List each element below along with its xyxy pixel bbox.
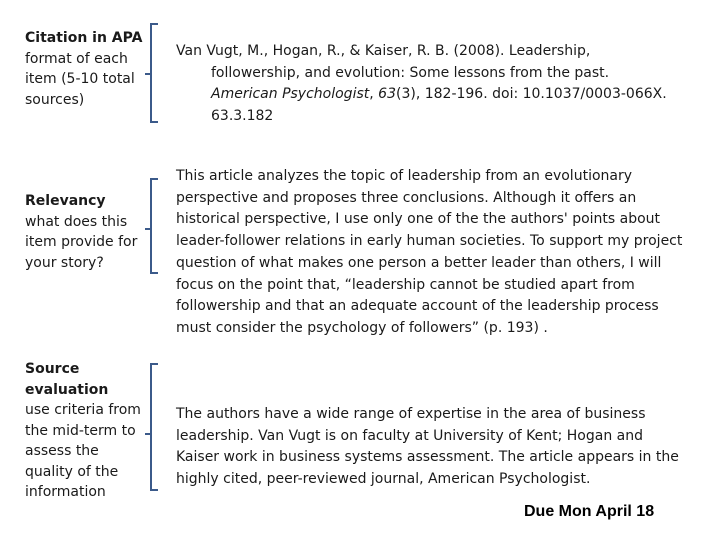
citation-line-4 [176,106,696,128]
relevancy-text: This article analyzes the topic of leadership from an evolutionary perspective and proposes three conclusions. Although it offers an historical perspective, I use only one of the the authors' points about leader-follower relations in early human societies. To support my project question of what makes one person a better leader than others, I will focus on the point that, “leadership cannot be studied apart from followership and that an adequate account of the leadership process must consider the psychology of followers” (p. 193) . [176,168,683,336]
citation-authors: Van Vugt, M., Hogan, R., & Kaiser, R. B. (2008). Leadership, [176,43,591,59]
citation-journal: American Psychologist [211,86,370,103]
citation-issue-pages: (3), 182-196. doi: 10.1037/0003-066X. [395,86,667,103]
bracket-citation [145,22,155,126]
label-citation-desc: format of each item (5-10 total sources) [25,50,135,108]
label-evaluation-desc: use criteria from the mid-term to assess the quality of the information [25,402,141,500]
bracket-relevancy [145,177,155,277]
evaluation-paragraph [176,404,681,491]
citation-sep: , [369,86,379,103]
label-relevancy [25,191,140,273]
citation-line-2 [176,63,696,85]
citation-doi-tail: 63.3.182 [211,108,274,125]
label-citation [25,28,145,110]
citation-line-3 [176,84,696,106]
label-relevancy-desc: what does this item provide for your story? [25,213,138,271]
citation-volume: 63 [378,86,396,103]
due-date: Due Mon April 18 [524,503,655,520]
label-citation-heading: Citation in APA [25,30,143,46]
bracket-evaluation [145,362,155,494]
evaluation-text: The authors have a wide range of expertise in the area of business leadership. Van Vugt is on faculty at University of Kent; Hogan and Kaiser work in business systems assessment. The article appears in the highly cited, peer-reviewed journal, American Psychologist. [176,406,679,488]
citation-line-1 [176,41,696,63]
label-evaluation [25,359,143,503]
label-evaluation-heading: Source evaluation [25,361,109,398]
relevancy-paragraph [176,166,691,340]
citation-title-cont: followership, and evolution: Some lessons from the past. [211,64,610,81]
label-relevancy-heading: Relevancy [25,193,106,209]
citation-block [176,41,696,128]
